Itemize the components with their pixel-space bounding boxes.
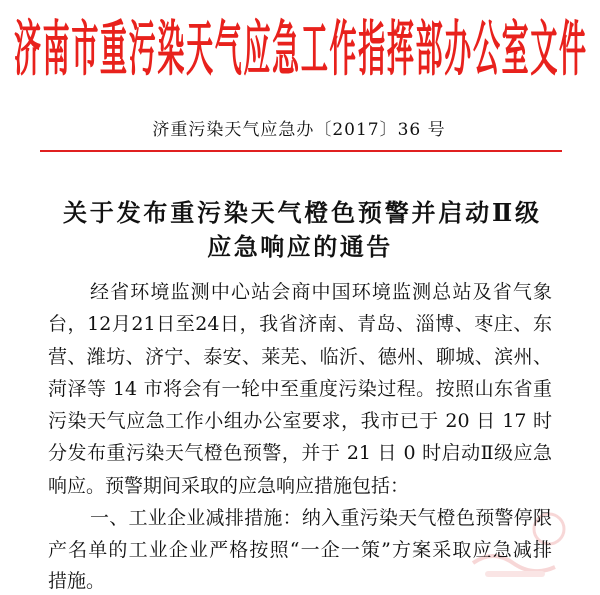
body-line: 产名单的工业企业严格按照“一企一策”方案采取应急减排: [48, 539, 552, 562]
notice-title-line: 关于发布重污染天气橙色预警并启动Ⅱ级: [63, 198, 539, 227]
body-line: 响应。预警期间采取的应急响应措施包括：: [48, 474, 410, 497]
body-line: 菏泽等 14 市将会有一轮中至重度污染过程。按照山东省重: [48, 377, 552, 400]
document-number: 济重污染天气应急办〔2017〕36 号: [152, 120, 446, 140]
issuing-authority-header: 济南市重污染天气应急工作指挥部办公室文件: [14, 16, 586, 85]
paragraph: [48, 276, 552, 502]
paragraph: [48, 502, 552, 595]
notice-body: [48, 276, 552, 595]
body-line: 经省环境监测中心站会商中国环境监测总站及省气象: [90, 281, 552, 303]
notice-title-line: 应急响应的通告: [207, 232, 393, 261]
body-line: 台，12月21日至24日，我省济南、青岛、淄博、枣庄、东: [48, 313, 552, 336]
body-line: 一、工业企业减排措施：纳入重污染天气橙色预警停限: [90, 507, 552, 530]
body-line: 分发布重污染天气橙色预警，并于 21 日 0 时启动Ⅱ级应急: [48, 442, 552, 465]
body-line: 污染天气应急工作小组办公室要求，我市已于 20 日 17 时: [48, 410, 552, 433]
body-line: 营、潍坊、济宁、泰安、莱芜、临沂、德州、聊城、滨州、: [48, 345, 552, 368]
body-line: 措施。: [48, 569, 106, 592]
red-divider-line: [40, 150, 562, 152]
